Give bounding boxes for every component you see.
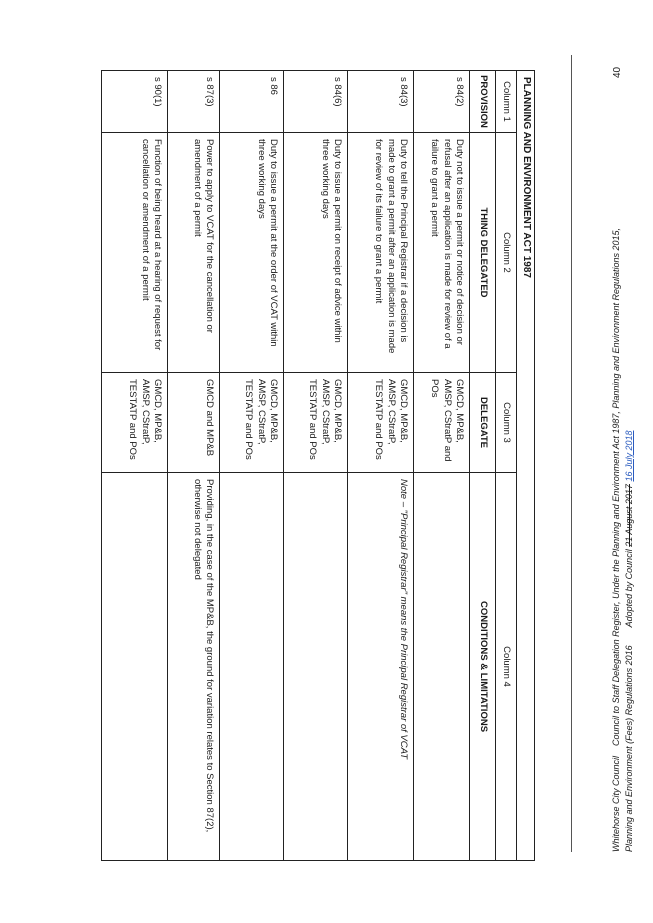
conditions-cell xyxy=(348,473,414,861)
delegation-table xyxy=(102,70,536,861)
conditions-cell: Providing, in the case of the MP&B, the ground for variation relates to Section 87(2), otherwise not delegated xyxy=(168,473,220,861)
footer-divider xyxy=(571,55,572,852)
note-text: Note – "Principal Registrar" means the Principal Registrar of VCAT xyxy=(398,479,410,760)
table-row xyxy=(284,71,348,861)
column-heading: DELEGATE xyxy=(470,373,496,473)
delegate-cell: GMCD, MP&B, AMSP, CStratP and POs xyxy=(414,373,470,473)
delegate-cell: GMCD and MP&B xyxy=(168,373,220,473)
provision-cell: s 84(6) xyxy=(284,71,348,133)
column-number: Column 4 xyxy=(496,473,518,861)
provision-cell: s 84(3) xyxy=(348,71,414,133)
table-row xyxy=(348,71,414,861)
conditions-cell xyxy=(414,473,470,861)
delegate-cell: GMCD, MP&B, AMSP, CStratP, TESTATP and POs xyxy=(220,373,284,473)
footer-line-2 xyxy=(623,52,636,852)
thing-delegated-cell: Duty not to issue a permit or notice of decision or refusal after an application is made for review of a failure to grant a permit xyxy=(414,133,470,373)
column-number: Column 2 xyxy=(496,133,518,373)
thing-delegated-cell: Function of being heard at a hearing of request for cancellation or amendment of a permit xyxy=(102,133,168,373)
column-number: Column 3 xyxy=(496,373,518,473)
column-heading: PROVISION xyxy=(470,71,496,133)
thing-delegated-cell: Power to apply to VCAT for the cancellation or amendment of a permit xyxy=(168,133,220,373)
column-heading: CONDITIONS & LIMITATIONS xyxy=(470,473,496,861)
delegate-cell: GMCD, MP&B, AMSP, CStratP, TESTATP and POs xyxy=(348,373,414,473)
provision-cell: s 90(1) xyxy=(102,71,168,133)
table-row xyxy=(220,71,284,861)
footer-regulations: Planning and Environment (Fees) Regulations 2016 xyxy=(624,645,634,852)
footer-new-date: 16 July 2018 xyxy=(624,430,634,482)
provision-cell: s 86 xyxy=(220,71,284,133)
provision-cell: s 87(3) xyxy=(168,71,220,133)
thing-delegated-cell: Duty to tell the Principal Registrar if a decision is made to grant a permit after an application is made for review of its failure to grant a permit xyxy=(348,133,414,373)
footer-old-date: 21 August 2017 xyxy=(624,484,634,547)
footer xyxy=(610,52,652,852)
column-heading: THING DELEGATED xyxy=(470,133,496,373)
delegate-cell: GMCD, MP&B, AMSP, CStratP, TESTATP and POs xyxy=(284,373,348,473)
footer-line-1 xyxy=(610,52,623,852)
act-heading: PLANNING AND ENVIRONMENT ACT 1987 xyxy=(517,71,535,861)
delegation-table-rotated xyxy=(105,70,535,860)
footer-adopted-label: Adopted by Council xyxy=(624,549,634,628)
provision-cell: s 84(2) xyxy=(414,71,470,133)
column-number: Column 1 xyxy=(496,71,518,133)
conditions-cell xyxy=(220,473,284,861)
table-row xyxy=(168,71,220,861)
delegate-cell: GMCD, MP&B, AMSP, CStratP, TESTATP and POs xyxy=(102,373,168,473)
conditions-cell xyxy=(284,473,348,861)
conditions-cell xyxy=(102,473,168,861)
footer-register-title: Council to Staff Delegation Register, Under the Planning and Environment Act 1987, Planning and Environment Regulations 2015, xyxy=(611,227,621,746)
thing-delegated-cell: Duty to issue a permit at the order of VCAT within three working days xyxy=(220,133,284,373)
footer-council: Whitehorse City Council xyxy=(611,755,621,852)
thing-delegated-cell: Duty to issue a permit on receipt of advice within three working days xyxy=(284,133,348,373)
page-number: 40 xyxy=(612,66,623,78)
table-row xyxy=(414,71,470,861)
table-row xyxy=(102,71,168,861)
